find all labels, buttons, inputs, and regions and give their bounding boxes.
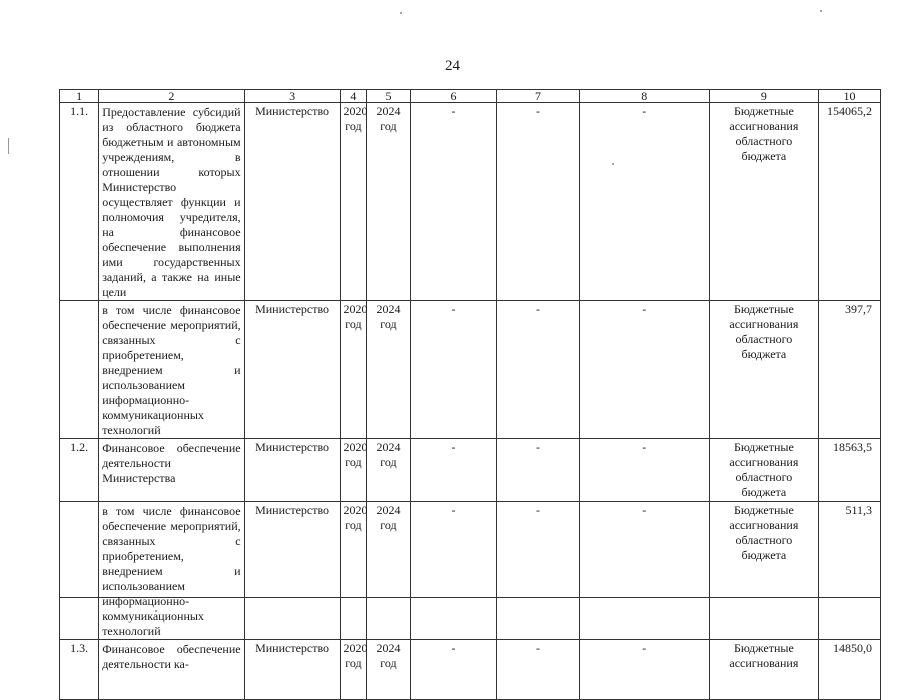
- executor: Министерство: [244, 502, 340, 640]
- table-row: [60, 103, 881, 301]
- col8-value: -: [579, 502, 709, 640]
- item-number: [60, 502, 99, 640]
- col6-value: -: [410, 502, 497, 640]
- col7-value: -: [497, 439, 580, 502]
- item-description: Финансовое обеспечение деятельности Министерства: [99, 439, 244, 502]
- col7-value: -: [497, 640, 580, 700]
- item-number: 1.2.: [60, 439, 99, 502]
- header-cell: 2: [99, 90, 244, 103]
- start-year: 2020 год: [340, 103, 367, 301]
- col8-value: -: [579, 640, 709, 700]
- end-year: 2024 год: [367, 301, 410, 439]
- header-cell: 9: [709, 90, 818, 103]
- start-year: 2020 год: [340, 640, 367, 700]
- start-year: 2020 год: [340, 301, 367, 439]
- col6-value: -: [410, 439, 497, 502]
- header-cell: 6: [410, 90, 497, 103]
- table-row: [60, 502, 881, 640]
- table-row: [60, 439, 881, 502]
- col8-value: -: [579, 439, 709, 502]
- col6-value: -: [410, 640, 497, 700]
- col8-value: -: [579, 301, 709, 439]
- scan-speck: [400, 12, 402, 14]
- funding-source: Бюджетные ассигнования областного бюджета: [709, 103, 818, 301]
- item-number: [60, 301, 99, 439]
- amount: 14850,0: [819, 640, 881, 700]
- header-cell: 8: [579, 90, 709, 103]
- item-description: в том числе финансовое обеспечение мероприятий, связанных с приобретением, внедрением и использованием информационно-коммуникационных технологий: [99, 502, 244, 640]
- end-year: 2024 год: [367, 439, 410, 502]
- amount: 397,7: [819, 301, 881, 439]
- col7-value: -: [497, 502, 580, 640]
- executor: Министерство: [244, 640, 340, 700]
- start-year: 2020 год: [340, 439, 367, 502]
- header-cell: 7: [497, 90, 580, 103]
- budget-table-container: [59, 89, 881, 671]
- col7-value: -: [497, 103, 580, 301]
- item-description: в том числе финансовое обеспечение мероприятий, связанных с приобретением, внедрением и использованием информационно-коммуникационных технологий: [99, 301, 244, 439]
- table-row: [60, 640, 881, 700]
- amount: 18563,5: [819, 439, 881, 502]
- funding-source: Бюджетные ассигнования областного бюджета: [709, 439, 818, 502]
- header-row: [60, 90, 881, 103]
- item-description: Финансовое обеспечение деятельности ка-: [99, 640, 244, 700]
- header-cell: 10: [819, 90, 881, 103]
- item-number: 1.3.: [60, 640, 99, 700]
- end-year: 2024 год: [367, 502, 410, 640]
- header-cell: 1: [60, 90, 99, 103]
- executor: Министерство: [244, 301, 340, 439]
- header-cell: 3: [244, 90, 340, 103]
- col6-value: -: [410, 103, 497, 301]
- col7-value: -: [497, 301, 580, 439]
- end-year: 2024 год: [367, 640, 410, 700]
- amount: 511,3: [819, 502, 881, 640]
- item-number: 1.1.: [60, 103, 99, 301]
- amount: 154065,2: [819, 103, 881, 301]
- start-year: 2020 год: [340, 502, 367, 640]
- end-year: 2024 год: [367, 103, 410, 301]
- header-cell: 5: [367, 90, 410, 103]
- funding-source: Бюджетные ассигнования: [709, 640, 818, 700]
- funding-source: Бюджетные ассигнования областного бюджета: [709, 301, 818, 439]
- scan-margin-mark: [8, 138, 9, 154]
- item-description: Предоставление субсидий из областного бюджета бюджетным и автономным учреждениям, в отношении которых Министерство осуществляет функции и полномочия учредителя, на финансовое обеспечение выполнения ими государственных заданий, а также на иные цели: [99, 103, 244, 301]
- executor: Министерство: [244, 103, 340, 301]
- funding-source: Бюджетные ассигнования областного бюджета: [709, 502, 818, 640]
- executor: Министерство: [244, 439, 340, 502]
- header-cell: 4: [340, 90, 367, 103]
- col6-value: -: [410, 301, 497, 439]
- scan-speck: [820, 10, 822, 12]
- budget-table: [59, 89, 881, 700]
- page-number: 24: [445, 58, 460, 74]
- table-row: [60, 301, 881, 439]
- col8-value: -: [579, 103, 709, 301]
